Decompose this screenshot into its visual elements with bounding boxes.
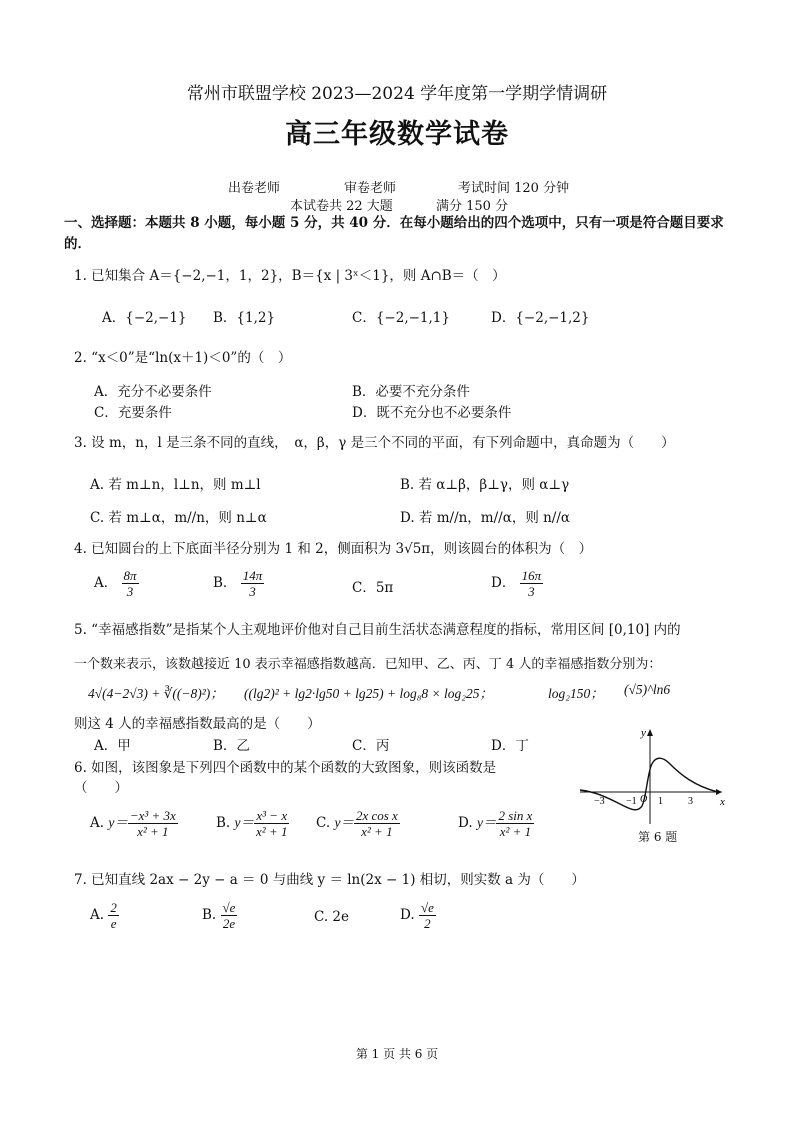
- q7-option-a-denominator: e: [110, 916, 117, 931]
- q6-option-b-label: B.: [216, 815, 231, 831]
- q6-function-graph: [578, 726, 730, 826]
- q5-option-c: C．丙: [352, 738, 390, 754]
- q6-option-a-fraction: [128, 808, 178, 839]
- q7-option-d-label: D.: [400, 907, 415, 923]
- q4-option-d-fraction: [520, 568, 544, 599]
- tick-label-neg3: −3: [594, 796, 605, 807]
- q5-option-d: D．丁: [491, 738, 529, 754]
- q1-stem: 1. 已知集合 A＝{−2,−1，1，2}，B＝{x | 3ˣ＜1}，则 A∩B＝（ ）: [74, 268, 506, 284]
- q7-option-a: [90, 900, 119, 931]
- question-count: 本试卷共 22 大题: [290, 199, 393, 214]
- q7-option-a-numerator: 2: [110, 900, 117, 915]
- q6-option-d-denominator: x² + 1: [499, 824, 532, 839]
- q2-option-d: D．既不充分也不必要条件: [352, 405, 512, 421]
- author-label: 出卷老师: [228, 181, 281, 196]
- y-axis-arrow-icon: [647, 729, 653, 736]
- q2-option-a: A．充分不必要条件: [94, 384, 212, 400]
- q6-option-a-label: A.: [90, 815, 105, 831]
- q4-option-a-denominator: 3: [126, 584, 134, 599]
- q4-option-b-label: B．: [213, 575, 237, 591]
- q6-option-c-label: C.: [316, 815, 331, 831]
- q1-option-c: C．{−2,−1,1}: [352, 310, 450, 326]
- x-axis-label: x: [720, 796, 725, 808]
- q6-option-d-lhs: y＝: [476, 815, 497, 830]
- q6-option-b-fraction: [254, 808, 289, 839]
- q7-option-a-fraction: [108, 900, 119, 931]
- q5-expr-bing: log₂150；: [548, 686, 604, 701]
- q3-option-c: C. 若 m⊥α，m//n，则 n⊥α: [90, 510, 267, 526]
- q2-option-c: C．充要条件: [94, 405, 172, 421]
- q1-option-d: D．{−2,−1,2}: [491, 310, 590, 326]
- tick-label-1: 1: [658, 796, 663, 807]
- q6-option-b-numerator: x³ − x: [254, 808, 289, 824]
- tick-label-neg1: −1: [626, 796, 637, 807]
- y-axis-label: y: [641, 727, 646, 739]
- q7-option-c: C. 2e: [314, 909, 350, 925]
- q6-option-d-label: D.: [458, 815, 473, 831]
- q7-option-b-fraction: [221, 900, 238, 931]
- q4-option-b-fraction: [241, 568, 265, 599]
- q7-option-a-label: A.: [90, 907, 105, 923]
- q6-option-a-numerator: −x³ + 3x: [129, 808, 176, 823]
- q5-expr-yi: ((lg2)² + lg2·lg50 + lg25) + log₈8 × log₂25；: [244, 686, 493, 701]
- q6-option-d: [458, 808, 534, 839]
- q3-option-d: D. 若 m//n，m//α，则 n//α: [400, 510, 571, 526]
- section-heading: 一、选择题：本题共 8 小题，每小题 5 分，共 40 分．在每小题给出的四个选项中，只有一项是符合题目要求的．: [64, 215, 724, 252]
- q4-option-a: [94, 568, 139, 599]
- q6-option-d-fraction: [496, 808, 534, 839]
- q6-option-b-lhs: y＝: [234, 815, 255, 830]
- q7-option-d-numerator: √e: [420, 900, 434, 915]
- q4-option-c: C．5π: [352, 580, 394, 596]
- q7-option-b-denominator: 2e: [222, 916, 236, 931]
- reviewer-label: 审卷老师: [344, 181, 397, 196]
- q6-line1: 6. 如图，该图象是下列四个函数中的某个函数的大致图象，则该函数是: [74, 760, 497, 776]
- q4-option-a-numerator: 8π: [123, 568, 137, 583]
- q6-option-b: [216, 808, 289, 839]
- q7-option-d: [400, 900, 436, 931]
- q5-option-b: B．乙: [213, 738, 250, 754]
- q4-option-d-numerator: 16π: [521, 568, 542, 583]
- q5-expr-jia: 4√(4−2√3) + ∛((−8)²)；: [88, 686, 224, 701]
- q5-line2: 一个数来表示，该数越接近 10 表示幸福感指数越高．已知甲、乙、丙、丁 4 人的幸福感指数分别为：: [74, 657, 662, 672]
- q3-stem: 3. 设 m，n，l 是三条不同的直线， α，β，γ 是三个不同的平面，有下列命题中，真命题为（ ）: [74, 435, 675, 451]
- q4-option-d-label: D．: [491, 575, 516, 591]
- q4-option-a-label: A．: [94, 575, 118, 591]
- q5-expr-ding: (√5)^ln6: [624, 682, 671, 697]
- q4-stem: 4. 已知圆台的上下底面半径分别为 1 和 2，侧面积为 3√5π，则该圆台的体积为（ ）: [74, 541, 593, 557]
- full-score: 满分 150 分: [436, 199, 509, 214]
- q4-option-a-fraction: [122, 568, 139, 599]
- q4-option-d: [491, 568, 543, 599]
- q2-stem: 2. “x＜0”是“ln(x＋1)＜0”的（ ）: [74, 350, 292, 366]
- q5-line1: 5. “幸福感指数”是指某个人主观地评价他对自己目前生活状态满意程度的指标，常用区间 [0,10] 内的: [74, 622, 681, 638]
- q6-option-c-denominator: x² + 1: [361, 824, 393, 839]
- q3-option-a: A. 若 m⊥n，l⊥n，则 m⊥l: [90, 477, 261, 493]
- q7-option-b-numerator: √e: [222, 900, 236, 915]
- q1-option-a: A．{−2,−1}: [102, 310, 187, 326]
- q3-option-b: B. 若 α⊥β，β⊥γ，则 α⊥γ: [400, 477, 570, 493]
- q5-option-a: A．甲: [94, 738, 131, 754]
- q6-option-a: [90, 808, 178, 839]
- exam-time: 考试时间 120 分钟: [458, 181, 570, 196]
- q6-option-c-numerator: 2x cos x: [355, 808, 398, 823]
- page-title: 高三年级数学试卷: [285, 119, 509, 150]
- q7-option-d-denominator: 2: [424, 916, 431, 931]
- tick-label-3: 3: [688, 796, 693, 807]
- q6-line2: （ ）: [74, 780, 128, 796]
- q7-option-b-label: B.: [202, 907, 217, 923]
- q6-option-c: [316, 808, 400, 839]
- q5-question: 则这 4 人的幸福感指数最高的是（ ）: [74, 716, 321, 732]
- q1-option-b: B．{1,2}: [213, 310, 276, 326]
- q6-option-c-lhs: y＝: [334, 815, 354, 830]
- q6-option-a-lhs: y＝: [108, 815, 128, 830]
- q6-option-a-denominator: x² + 1: [137, 824, 169, 839]
- q6-option-b-denominator: x² + 1: [256, 824, 288, 839]
- school-line: 常州市联盟学校 2023—2024 学年度第一学期学情调研: [186, 84, 608, 104]
- q7-option-d-fraction: [419, 900, 436, 931]
- q6-option-c-fraction: [354, 808, 400, 839]
- q4-option-b-numerator: 14π: [242, 568, 263, 583]
- figure-caption: 第 6 题: [638, 830, 678, 844]
- origin-label: O: [640, 794, 648, 805]
- q7-stem: 7. 已知直线 2ax − 2y − a ＝ 0 与曲线 y ＝ ln(2x − 1) 相切，则实数 a 为（ ）: [74, 872, 585, 888]
- q4-option-b-denominator: 3: [249, 584, 256, 599]
- page-number: 第 1 页 共 6 页: [355, 1047, 439, 1061]
- q4-option-b: [213, 568, 264, 599]
- q7-option-b: [202, 900, 237, 931]
- q6-option-d-numerator: 2 sin x: [498, 808, 533, 823]
- q4-option-d-denominator: 3: [528, 584, 535, 599]
- q2-option-b: B．必要不充分条件: [352, 384, 470, 400]
